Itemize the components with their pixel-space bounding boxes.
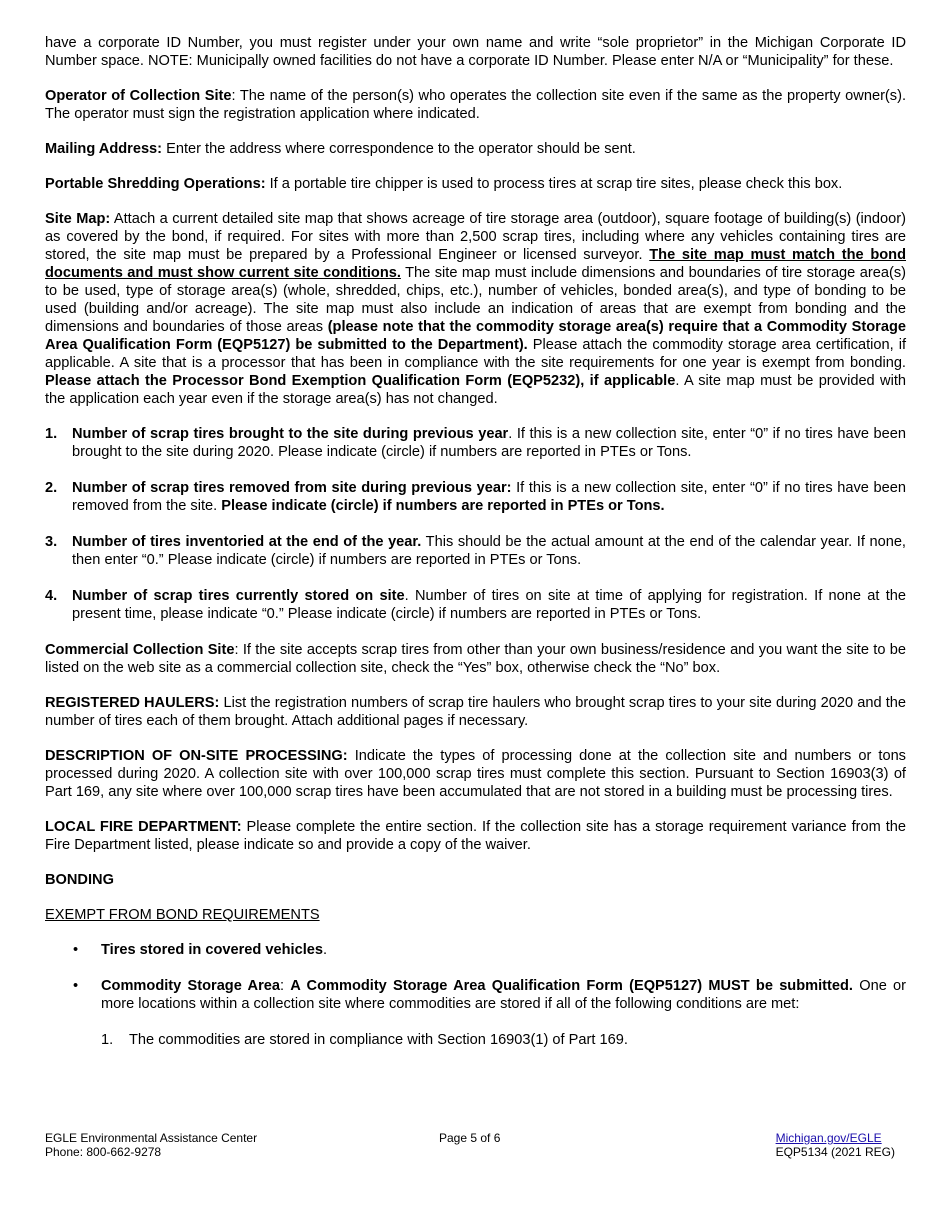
exempt-heading: EXEMPT FROM BOND REQUIREMENTS <box>45 907 320 923</box>
form-number: EQP5134 (2021 REG) <box>775 1145 895 1159</box>
sitemap-paragraph: Site Map: Attach a current detailed site map that shows acreage of tire storage area (outdoor), square footage of building(s) (indoor) as covered by the bond, if required. For sites with more than 2,500 scrap tires, including where any vehicles containing tires are stored, the site map must be prepared by a Professional Engineer or licensed surveyor. The site map must match the bond documents and must show current site conditions. The site map must include dimensions and boundaries of tire storage area(s) to be used, type of storage area(s) (whole, shredded, chips, etc.), number of vehicles, bonded area(s), and type of bonding to be used (building and/or acreage). The site map must also include an indication of areas that are exempt from bonding and the dimensions and boundaries of those areas (please note that the commodity storage area(s) require that a Commodity Storage Area Qualification Form (EQP5127) be submitted to the Department). Please attach the commodity storage area certification, if applicable. A site that is a processor that has been in compliance with the site requirements for one year is exempt from bonding. Please attach the Processor Bond Exemption Qualification Form (EQP5232), if applicable. A site map must be provided with the application each year even if the storage area(s) has not changed. <box>45 211 907 407</box>
portable-heading: Portable Shredding Operations: <box>45 176 266 192</box>
processing-paragraph: DESCRIPTION OF ON-SITE PROCESSING: Indicate the types of processing done at the collection site and numbers or tons processed during 2020. A collection site with over 100,000 scrap tires must complete this section. Pursuant to Section 16903(3) of Part 169, any site where over 100,000 scrap tires have been accumulated that are not stored in a building must be processing tires. <box>45 748 906 800</box>
list-item: • Tires stored in covered vehicles. <box>73 942 328 958</box>
commercial-paragraph: Commercial Collection Site: If the site accepts scrap tires from other than your own business/residence and you want the site to be listed on the web site as a commercial collection site, check the “Yes” box, otherwise check the “No” box. <box>45 642 906 676</box>
bullet-icon: • <box>73 978 79 994</box>
sitemap-heading: Site Map: <box>45 211 111 227</box>
mailing-paragraph: Mailing Address: Enter the address where correspondence to the operator should be sent. <box>45 141 636 157</box>
exempt-list <box>45 941 906 1013</box>
footer-org: EGLE Environmental Assistance Center <box>45 1131 258 1145</box>
commercial-heading: Commercial Collection Site <box>45 642 235 658</box>
operator-heading: Operator of Collection Site <box>45 88 232 104</box>
numbered-item: 2. Number of scrap tires removed from site during previous year: If this is a new collection site, enter “0” if no tires have been removed from the site. Please indicate (circle) if numbers are reported in PTEs or Tons. <box>45 480 906 514</box>
numbered-item: 4. Number of scrap tires currently stored on site. Number of tires on site at time of applying for registration. If none at the present time, please indicate “0.” Please indicate (circle) if numbers are reported in PTEs or Tons. <box>45 588 906 622</box>
sub-item: 1. The commodities are stored in compliance with Section 16903(1) of Part 169. <box>101 1032 628 1048</box>
haulers-heading: REGISTERED HAULERS: <box>45 695 220 711</box>
haulers-paragraph: REGISTERED HAULERS: List the registration numbers of scrap tire haulers who brought scrap tires to your site during 2020 and the number of tires each of them brought. Attach additional pages if necessary. <box>45 695 906 729</box>
portable-paragraph: Portable Shredding Operations: If a portable tire chipper is used to process tires at scrap tire sites, please check this box. <box>45 176 843 192</box>
footer-phone: Phone: 800-662-9278 <box>45 1145 162 1159</box>
document-body <box>45 34 906 1049</box>
bonding-heading: BONDING <box>45 872 114 888</box>
numbered-item: 1. Number of scrap tires brought to the site during previous year. If this is a new collection site, enter “0” if no tires have been brought to the site during 2020. Please indicate (circle) if numbers are reported in PTEs or Tons. <box>45 426 907 460</box>
processing-heading: DESCRIPTION OF ON-SITE PROCESSING: <box>45 748 348 764</box>
fire-heading: LOCAL FIRE DEPARTMENT: <box>45 819 242 835</box>
fire-paragraph: LOCAL FIRE DEPARTMENT: Please complete the entire section. If the collection site has a storage requirement variance from the Fire Department listed, please indicate so and provide a copy of the waiver. <box>45 819 906 853</box>
page-number: Page 5 of 6 <box>439 1131 501 1145</box>
list-item: • Commodity Storage Area: A Commodity Storage Area Qualification Form (EQP5127) MUST be submitted. One or more locations within a collection site where commodities are stored if all of the following conditions are met: <box>73 978 907 1012</box>
footer-left <box>45 1131 257 1159</box>
intro-paragraph: have a corporate ID Number, you must register under your own name and write “sole proprietor” in the Michigan Corporate ID Number space. NOTE: Municipally owned facilities do not have a corporate ID Number. Please enter N/A or “Municipality” for these. <box>45 35 906 69</box>
footer-right <box>776 1131 895 1159</box>
egle-link[interactable]: Michigan.gov/EGLE <box>775 1131 882 1145</box>
mailing-heading: Mailing Address: <box>45 141 163 157</box>
numbered-list <box>45 425 906 623</box>
bullet-icon: • <box>73 942 79 958</box>
operator-paragraph: Operator of Collection Site: The name of the person(s) who operates the collection site even if the same as the property owner(s). The operator must sign the registration application where indicated. <box>45 88 906 122</box>
page-footer <box>45 1131 895 1161</box>
numbered-item: 3. Number of tires inventoried at the end of the year. This should be the actual amount at the end of the calendar year. If none, then enter “0.” Please indicate (circle) if numbers are reported in PTEs or Tons. <box>45 534 906 568</box>
